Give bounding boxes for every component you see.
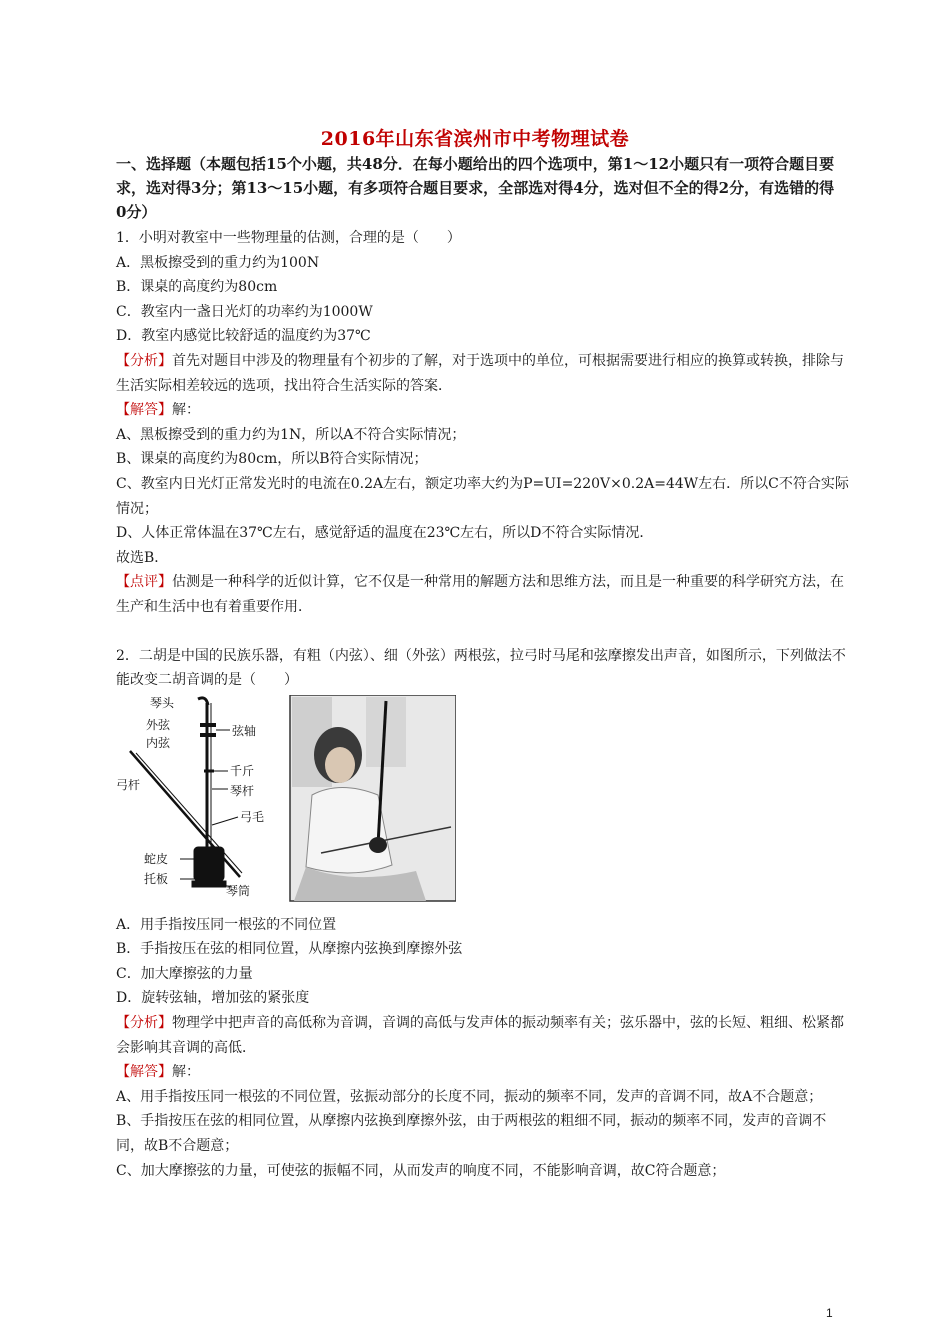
q2-stem: 2．二胡是中国的民族乐器，有粗（内弦）、细（外弦）两根弦，拉弓时马尾和弦摩擦发出声音，如图所示，下列做法不能改变二胡音调的是（ ）	[116, 647, 846, 689]
q1-comment	[116, 570, 851, 619]
q1-answer-a: A、黑板擦受到的重力约为1N，所以A不符合实际情况；	[116, 426, 466, 443]
q2-answer-heading	[116, 1060, 851, 1085]
page-number: 1	[826, 1306, 833, 1320]
q1-option-b: B．课桌的高度约为80cm	[116, 279, 278, 296]
section-heading: 一、选择题（本题包括15个小题，共48分．在每小题给出的四个选项中，第1～12小题只有一项符合题目要求，选对得3分；第13～15小题，有多项符合题目要求，全部选对得4分，选对但不全的得2分，有选错的得0分）	[116, 155, 835, 221]
label-neixian: 内弦	[146, 735, 171, 750]
label-shepi: 蛇皮	[144, 851, 169, 866]
answer-tag: 【解答】	[116, 1064, 172, 1081]
q2-answer-b: B、手指按压在弦的相同位置，从摩擦内弦换到摩擦外弦，由于两根弦的粗细不同，振动的频率不同，发声的音调不同，故B不合题意；	[116, 1113, 827, 1155]
label-xianzhou: 弦轴	[232, 723, 257, 738]
analysis-tag: 【分析】	[116, 1015, 172, 1032]
q2-option-a: A．用手指按压同一根弦的不同位置	[116, 916, 337, 933]
answer-head: 解：	[172, 402, 200, 419]
label-tuoban: 托板	[144, 871, 169, 886]
q1-option-c: C．教室内一盏日光灯的功率约为1000W	[116, 303, 373, 320]
q1-stem: 1．小明对教室中一些物理量的估测，合理的是（ ）	[116, 230, 461, 246]
q1-answer-choice: 故选B．	[116, 549, 169, 566]
q1-option-d: D．教室内感觉比较舒适的温度约为37℃	[116, 328, 371, 345]
label-gonggan: 弓杆	[116, 777, 141, 792]
erhu-figure	[116, 695, 456, 905]
answer-head: 解：	[172, 1064, 200, 1081]
label-qianjin: 千斤	[230, 763, 255, 778]
answer-tag: 【解答】	[116, 402, 172, 419]
erhu-diagram	[116, 695, 456, 905]
analysis-tag: 【分析】	[116, 352, 172, 369]
question-content	[116, 226, 851, 1183]
q2-answer-a: A、用手指按压同一根弦的不同位置，弦振动部分的长度不同，振动的频率不同，发声的音调不同，故A不合题意；	[116, 1088, 823, 1105]
comment-tag: 【点评】	[116, 574, 172, 591]
label-qintong: 琴筒	[226, 883, 251, 898]
label-gongmao: 弓毛	[240, 809, 265, 824]
q1-analysis	[116, 349, 851, 398]
analysis-text: 物理学中把声音的高低称为音调，音调的高低与发声体的振动频率有关；弦乐器中，弦的长短、粗细、松紧都会影响其音调的高低．	[116, 1015, 844, 1056]
label-qintou: 琴头	[150, 695, 175, 710]
comment-text: 估测是一种科学的近似计算，它不仅是一种常用的解题方法和思维方法，而且是一种重要的科学研究方法，在生产和生活中也有着重要作用．	[116, 574, 844, 615]
q1-option-a: A．黑板擦受到的重力约为100N	[116, 254, 320, 271]
q2-answer-c: C、加大摩擦弦的力量，可使弦的振幅不同，从而发声的响度不同，不能影响音调，故C符合题意；	[116, 1162, 726, 1179]
label-qingan: 琴杆	[230, 783, 255, 798]
label-waixian: 外弦	[146, 717, 171, 732]
q2-option-c: C．加大摩擦弦的力量	[116, 965, 253, 982]
q1-answer-b: B、课桌的高度约为80cm，所以B符合实际情况；	[116, 451, 428, 468]
q1-answer-c: C、教室内日光灯正常发光时的电流在0.2A左右，额定功率大约为P=UI=220V×0.2A=44W左右．所以C不符合实际情况；	[116, 475, 849, 517]
q1-answer-d: D、人体正常体温在37℃左右，感觉舒适的温度在23℃左右，所以D不符合实际情况．	[116, 525, 654, 542]
spacer	[116, 620, 851, 644]
page-title: 2016年山东省滨州市中考物理试卷	[320, 128, 630, 150]
q2-option-d: D．旋转弦轴，增加弦的紧张度	[116, 990, 310, 1007]
q2-option-b: B．手指按压在弦的相同位置，从摩擦内弦换到摩擦外弦	[116, 941, 463, 958]
q1-answer-heading	[116, 398, 851, 423]
q2-analysis	[116, 1011, 851, 1060]
analysis-text: 首先对题目中涉及的物理量有个初步的了解，对于选项中的单位，可根据需要进行相应的换算或转换，排除与生活实际相差较远的选项，找出符合生活实际的答案．	[116, 352, 844, 394]
